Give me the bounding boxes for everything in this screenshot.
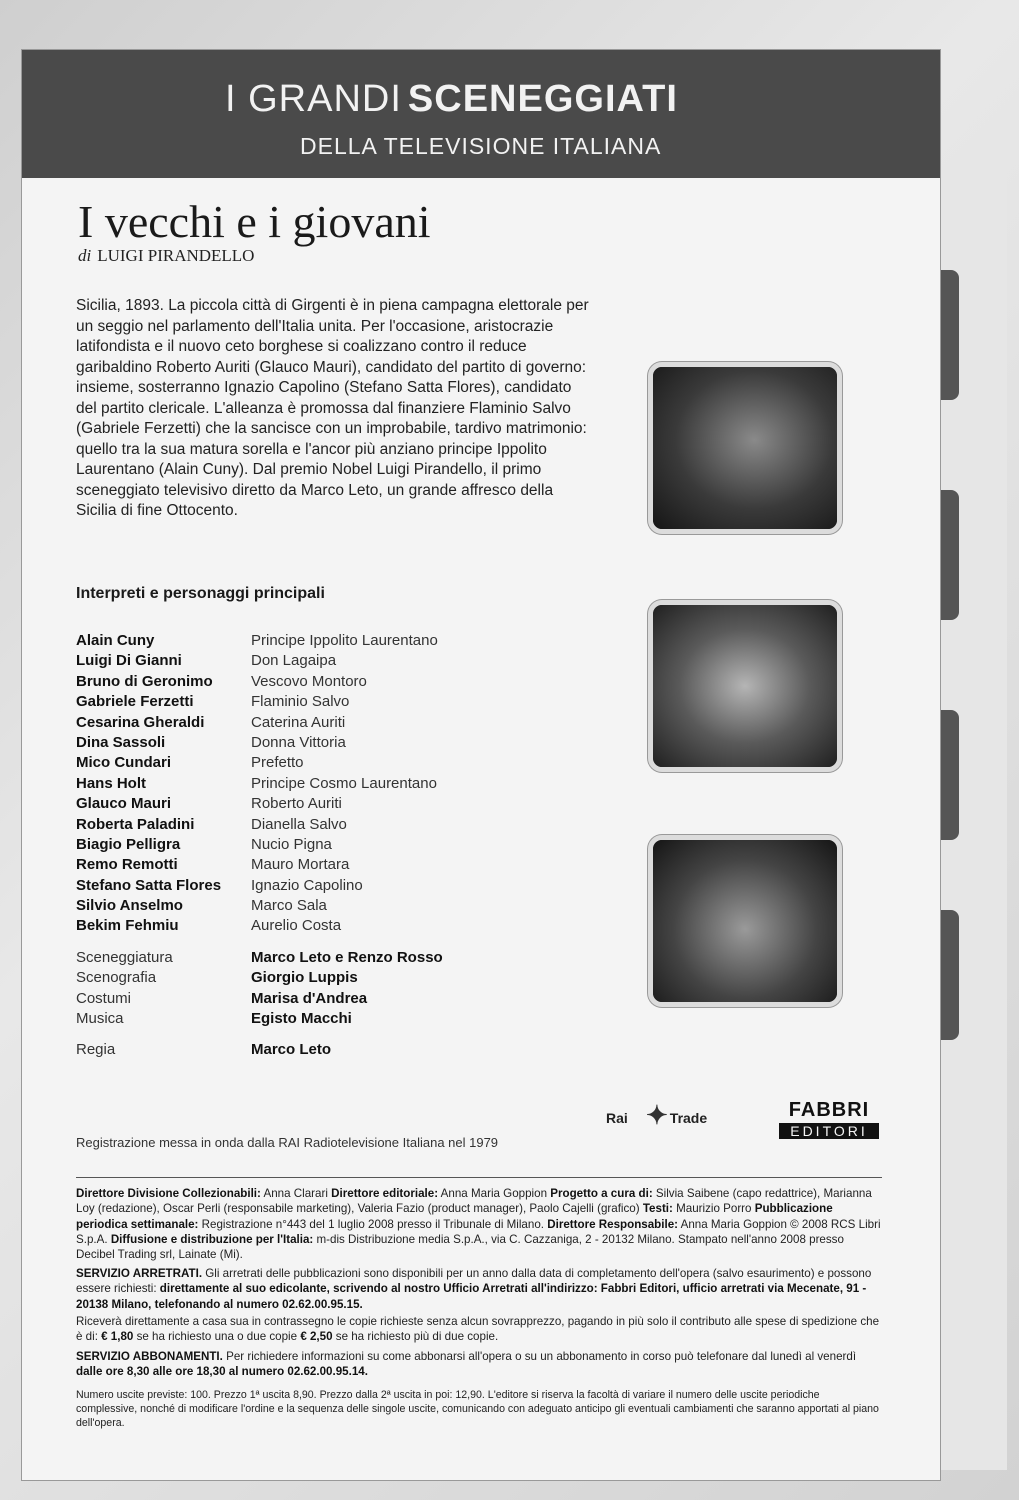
cast-row: [76, 692, 596, 712]
role-name: Principe Cosmo Laurentano: [251, 774, 437, 792]
cast-row: [76, 896, 596, 916]
series-brand: [225, 78, 678, 121]
label: Testi:: [642, 1202, 673, 1216]
rai-text: Rai: [606, 1110, 628, 1126]
credit-row: [76, 968, 596, 988]
cast-row: [76, 774, 596, 794]
actor-name: Remo Remotti: [76, 856, 178, 874]
case-tab: [937, 270, 959, 400]
trade-text: Trade: [669, 1110, 708, 1126]
credit-value: Marco Leto: [251, 1040, 332, 1058]
text: Gli arretrati delle pubblicazioni sono disponibili per un anno dalla data di completamento dell'opera (salvo esaurimento) e possono essere richiesti:: [76, 1267, 872, 1296]
label: direttamente al suo edicolante, scrivendo al nostro Ufficio Arretrati all'indirizzo: Fabbri Editori, ufficio arretrati via Mecenate, 91 - 20138 Milano, telefonando al numero 02.62.00.95.15.: [76, 1282, 867, 1311]
credit-row: [76, 948, 596, 968]
credit-label: Scenografia: [76, 969, 157, 987]
text: se ha richiesto una o due copie: [133, 1330, 301, 1344]
cast-list: [76, 631, 596, 937]
actor-name: Alain Cuny: [76, 632, 155, 649]
back-issues-service: [76, 1266, 882, 1312]
credit-row: [76, 989, 596, 1009]
fabbri-editori-logo: [779, 1099, 879, 1139]
label: dalle ore 8,30 alle ore 18,30 al numero 02.62.00.95.14.: [76, 1365, 368, 1379]
subscription-service: [76, 1349, 882, 1380]
role-name: Ignazio Capolino: [251, 876, 363, 894]
recording-note: Registrazione messa in onda dalla RAI Radiotelevisione Italiana nel 1979: [76, 1135, 499, 1150]
synopsis: Sicilia, 1893. La piccola città di Girgenti è in piena campagna elettorale per un seggio nel parlamento dell'Italia unita. Per l'occasione, aristocrazie latifondista e il nuovo ceto borghese si coalizzano contro il reduce garibaldino Roberto Auriti (Glauco Mauri), candidato del partito di governo: insieme, sosterranno Ignazio Capolino (Stefano Satta Flores), candidato del partito clericale. L'alleanza è promossa dal finanziere Flaminio Salvo (Gabriele Ferzetti) che la sancisce con un improbabile, tardivo matrimonio: quello tra la sua matura sorella e l'ancor più anziano principe Ippolito Laurentano (Alain Cuny). Dal premio Nobel Luigi Pirandello, il primo sceneggiato televisivo diretto da Marco Leto, un grande affresco della Sicilia di fine Ottocento.: [76, 297, 589, 519]
price: € 2,50: [300, 1330, 333, 1344]
divider: [76, 1177, 882, 1178]
label: Direttore Divisione Collezionabili:: [76, 1187, 261, 1200]
brand-light: I GRANDI: [225, 78, 402, 120]
cast-row: [76, 794, 596, 814]
shipping-info: [76, 1314, 882, 1345]
page-title: I vecchi e i giovani: [78, 196, 431, 247]
text: Per richiedere informazioni su come abbonarsi all'opera o su un abbonamento in corso può telefonare dal lunedì al venerdì: [222, 1350, 857, 1363]
credit-value: Giorgio Luppis: [251, 969, 358, 987]
role-name: Marco Sala: [251, 897, 327, 915]
cast-row: [76, 733, 596, 753]
actor-name: Roberta Paladini: [76, 815, 195, 833]
cast-row: [76, 753, 596, 773]
actor-name: Glauco Mauri: [76, 795, 172, 813]
actor-name: Bekim Fehmiu: [76, 917, 179, 935]
brand-bold: SCENEGGIATI: [407, 78, 678, 120]
case-tab: [937, 490, 959, 620]
role-name: Roberto Auriti: [251, 795, 342, 813]
star-icon: ✦: [646, 1100, 668, 1130]
cast-row: [76, 855, 596, 875]
role-name: Flaminio Salvo: [251, 693, 350, 711]
credit-label: Musica: [76, 1010, 124, 1028]
cast-row: [76, 876, 596, 896]
credit-value: Egisto Macchi: [251, 1010, 352, 1028]
credit-row: [76, 1009, 596, 1029]
cast-row: [76, 835, 596, 855]
text: se ha richiesto più di due copie.: [332, 1330, 499, 1344]
credit-label: Regia: [76, 1040, 116, 1058]
fabbri-text: FABBRI: [788, 1099, 870, 1121]
role-name: Prefetto: [251, 754, 304, 772]
text: Silvia Saibene (capo redattrice), Marianna Loy (redazione), Oscar Perli (responsabile marketing), Valeria Fazio (product manager), Paolo Cajelli (grafico): [76, 1187, 872, 1216]
still-photo-2: [648, 600, 842, 772]
cast-row: [76, 631, 596, 651]
actor-name: Cesarina Gheraldi: [76, 713, 205, 731]
credit-value: Marco Leto e Renzo Rosso: [251, 949, 443, 966]
editori-text: EDITORI: [779, 1123, 879, 1139]
text: Anna Clarari: [260, 1187, 332, 1200]
author-line: [78, 246, 254, 266]
actor-name: Dina Sassoli: [76, 733, 166, 751]
role-name: Nucio Pigna: [251, 835, 332, 853]
text: Anna Maria Goppion: [438, 1187, 551, 1200]
series-header: [22, 50, 940, 178]
credit-label: Costumi: [76, 989, 132, 1007]
actor-name: Gabriele Ferzetti: [76, 693, 194, 711]
case-tab: [937, 910, 959, 1040]
actor-name: Stefano Satta Flores: [76, 876, 222, 894]
price: € 1,80: [101, 1330, 134, 1344]
actor-name: Bruno di Geronimo: [76, 672, 213, 690]
credit-label: Sceneggiatura: [76, 949, 173, 966]
role-name: Mauro Mortara: [251, 856, 350, 874]
role-name: Don Lagaipa: [251, 652, 337, 670]
label: Pubblicazione periodica settimanale:: [76, 1202, 833, 1231]
credit-row: [76, 1040, 596, 1060]
author-name: LUIGI PIRANDELLO: [97, 246, 255, 265]
label: SERVIZIO ABBONAMENTI.: [76, 1350, 223, 1363]
role-name: Donna Vittoria: [251, 733, 346, 751]
editorial-credits: [76, 1186, 882, 1262]
actor-name: Luigi Di Gianni: [76, 652, 182, 670]
actor-name: Mico Cundari: [76, 754, 172, 772]
still-photo-1: [648, 362, 842, 534]
actor-name: Silvio Anselmo: [76, 897, 183, 915]
label: Direttore Responsabile:: [547, 1217, 678, 1231]
still-photo-3: [648, 835, 842, 1007]
cast-heading: Interpreti e personaggi principali: [76, 585, 325, 602]
cast-row: [76, 916, 596, 936]
role-name: Aurelio Costa: [251, 917, 342, 935]
cast-row: [76, 651, 596, 671]
text: m-dis Distribuzione media S.p.A., via C. Cazzaniga, 2 - 20132 Milano. Stampato nell'anno 2008 presso Decibel Trading srl, Lainate (Mi).: [76, 1232, 844, 1262]
text: Registrazione n°443 del 1 luglio 2008 presso il Tribunale di Milano.: [198, 1217, 548, 1231]
text: Maurizio Porro: [672, 1202, 755, 1216]
series-subtitle: DELLA TELEVISIONE ITALIANA: [300, 133, 662, 159]
role-name: Vescovo Montoro: [251, 672, 367, 690]
text: Anna Maria Goppion © 2008 RCS Libri S.p.A.: [76, 1217, 881, 1246]
role-name: Dianella Salvo: [251, 815, 347, 833]
cast-row: [76, 672, 596, 692]
actor-name: Biagio Pelligra: [76, 835, 181, 853]
rai-trade-logo: [606, 1100, 708, 1130]
cast-row: [76, 713, 596, 733]
text: Riceverà direttamente a casa sua in contrassegno le copie richieste senza alcun sovrapprezzo, pagando in più solo il contributo alle spese di spedizione che è di:: [76, 1315, 880, 1344]
label: Direttore editoriale:: [331, 1187, 439, 1200]
label: Progetto a cura di:: [550, 1187, 653, 1200]
issues-pricing-note: Numero uscite previste: 100. Prezzo 1ª uscita 8,90. Prezzo dalla 2ª uscita in poi: 12,90. L'editore si riserva la facoltà di variare il numero delle uscite periodiche complessive, nonché di modificare l'ordine e la sequenza delle singole uscite, comunicando con adeguato anticipo gli eventuali cambiamenti che saranno apportati al piano dell'opera.: [76, 1389, 879, 1429]
label: SERVIZIO ARRETRATI.: [76, 1267, 203, 1280]
credit-value: Marisa d'Andrea: [251, 989, 368, 1007]
actor-name: Hans Holt: [76, 774, 147, 792]
author-prefix: di: [78, 246, 92, 265]
crew-credits: [76, 948, 596, 1060]
case-spine-tabs: [935, 170, 1007, 1470]
label: Diffusione e distribuzione per l'Italia:: [110, 1232, 314, 1246]
role-name: Caterina Auriti: [251, 713, 346, 731]
case-tab: [937, 710, 959, 840]
cast-row: [76, 815, 596, 835]
back-cover-sheet: [22, 50, 940, 1480]
role-name: Principe Ippolito Laurentano: [251, 632, 438, 649]
